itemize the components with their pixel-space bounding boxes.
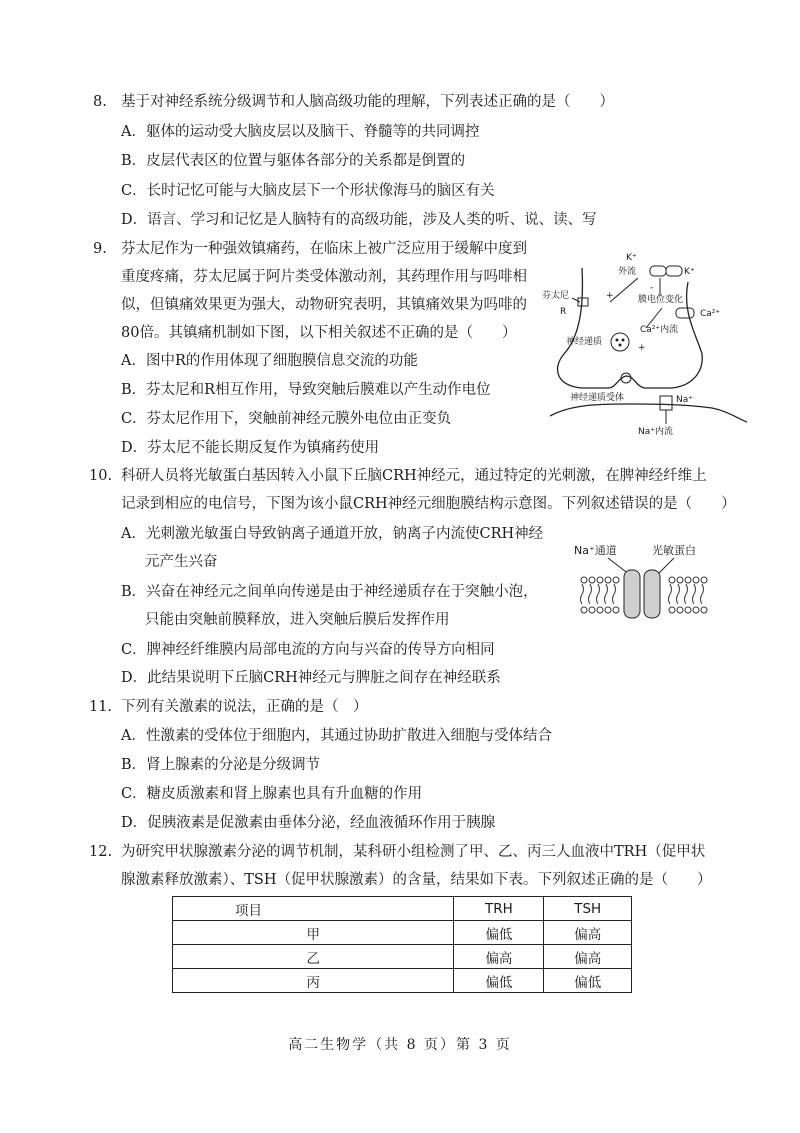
option-a-cont: 元产生兴奋 bbox=[145, 554, 218, 570]
table-cell: 偏低 bbox=[454, 921, 544, 945]
option-d: D．语言、学习和记忆是人脑特有的高级功能，涉及人类的听、说、读、写 bbox=[121, 212, 597, 228]
label-efflux: 外流 bbox=[618, 267, 637, 277]
fentanyl-arrow bbox=[572, 298, 580, 302]
table-cell: 偏低 bbox=[544, 969, 632, 993]
question-stem-line: 似，但镇痛效果更为强大，动物研究表明，其镇痛效果为吗啡的 bbox=[121, 297, 527, 313]
question-stem: 基于对神经系统分级调节和人脑高级功能的理解，下列表述正确的是（ ） bbox=[121, 94, 614, 110]
label-plus-2: + bbox=[638, 343, 646, 353]
ca-channel bbox=[676, 308, 694, 318]
postsynaptic-membrane bbox=[550, 404, 747, 422]
table-cell: 偏高 bbox=[544, 921, 632, 945]
question-stem-line: 芬太尼作为一种强效镇痛药，在临床上被广泛应用于缓解中度到 bbox=[121, 241, 527, 257]
label-potential-change: 膜电位变化 bbox=[638, 295, 684, 305]
label-k-plus-right: K⁺ bbox=[684, 267, 695, 277]
table-cell: 乙 bbox=[173, 945, 454, 969]
option-d: D．促胰液素是促激素由垂体分泌，经血液循环作用于胰腺 bbox=[121, 815, 496, 831]
table-header-row bbox=[173, 897, 632, 921]
option-a: A．性激素的受体位于细胞内，其通过协助扩散进入细胞与受体结合 bbox=[121, 728, 552, 744]
label-plus: + bbox=[606, 291, 614, 301]
label-nt-receptor: 神经递质受体 bbox=[570, 393, 625, 403]
question-stem: 下列有关激素的说法，正确的是（ ） bbox=[121, 699, 368, 715]
question-number: 8. bbox=[93, 94, 107, 110]
option-a: A．光刺激光敏蛋白导致钠离子通道开放，钠离子内流使CRH神经 bbox=[121, 526, 544, 542]
question-stem-line: 为研究甲状腺激素分泌的调节机制，某科研小组检测了甲、乙、丙三人血液中TRH（促甲状 bbox=[121, 844, 706, 860]
option-a: A．躯体的运动受大脑皮层以及脑干、脊髓等的共同调控 bbox=[121, 124, 480, 140]
label-na-influx: Na⁺内流 bbox=[638, 427, 673, 436]
synapse-diagram bbox=[542, 246, 757, 436]
label-k-plus: K⁺ bbox=[626, 253, 637, 263]
question-number: 9. bbox=[93, 241, 107, 257]
table-cell: 甲 bbox=[173, 921, 454, 945]
presynaptic-membrane bbox=[558, 268, 703, 388]
option-c: C．糖皮质激素和肾上腺素也具有升血糖的作用 bbox=[121, 786, 423, 802]
label-photo-protein: 光敏蛋白 bbox=[652, 544, 696, 557]
option-b: B．皮层代表区的位置与躯体各部分的关系都是倒置的 bbox=[121, 153, 466, 169]
label-ca-influx: Ca²⁺内流 bbox=[640, 325, 679, 335]
option-b: B．芬太尼和R相互作用，导致突触后膜难以产生动作电位 bbox=[121, 382, 491, 398]
label-receptor: R bbox=[560, 307, 567, 317]
option-b: B．肾上腺素的分泌是分级调节 bbox=[121, 757, 321, 773]
option-a: A．图中R的作用体现了细胞膜信息交流的功能 bbox=[121, 353, 418, 369]
na-channel-protein bbox=[624, 570, 640, 618]
vesicle-dot bbox=[619, 344, 622, 347]
nt-receptor bbox=[660, 396, 672, 410]
question-number: 12. bbox=[89, 844, 113, 860]
option-c: C．长时记忆可能与大脑皮层下一个形状像海马的脑区有关 bbox=[121, 183, 495, 199]
option-b: B．兴奋在神经元之间单向传递是由于神经递质存在于突触小泡， bbox=[121, 584, 538, 600]
question-stem-line: 科研人员将光敏蛋白基因转入小鼠下丘脑CRH神经元，通过特定的光刺激，在脾神经纤维上 bbox=[121, 468, 707, 484]
label-minus: - bbox=[650, 283, 654, 293]
table-cell: 丙 bbox=[173, 969, 454, 993]
option-d: D．此结果说明下丘脑CRH神经元与脾脏之间存在神经联系 bbox=[121, 670, 501, 686]
question-number: 11. bbox=[89, 699, 113, 715]
option-b-cont: 只能由突触前膜释放，进入突触后膜后发挥作用 bbox=[145, 612, 450, 628]
table-header: TRH bbox=[454, 897, 544, 921]
vesicle-dot bbox=[616, 339, 619, 342]
table-row bbox=[173, 945, 632, 969]
table-row bbox=[173, 969, 632, 993]
option-c: C．脾神经纤维膜内局部电流的方向与兴奋的传导方向相同 bbox=[121, 642, 495, 658]
question-stem-line: 腺激素释放激素）、TSH（促甲状腺激素）的含量，结果如下表。下列叙述正确的是（ ） bbox=[121, 872, 712, 888]
table-cell: 偏高 bbox=[454, 945, 544, 969]
table-header: 项目 bbox=[173, 897, 454, 921]
question-stem-line: 80倍。其镇痛机制如下图，以下相关叙述不正确的是（ ） bbox=[121, 325, 517, 341]
question-stem-line: 重度疼痛，芬太尼属于阿片类受体激动剂，其药理作用与吗啡相 bbox=[121, 269, 527, 285]
results-table bbox=[172, 896, 632, 993]
option-c: C．芬太尼作用下，突触前神经元膜外电位由正变负 bbox=[121, 411, 452, 427]
k-channel-right bbox=[666, 266, 682, 276]
question-number: 10. bbox=[89, 468, 113, 484]
label-fentanyl: 芬太尼 bbox=[542, 291, 570, 301]
synaptic-vesicle bbox=[611, 333, 629, 351]
table-cell: 偏高 bbox=[544, 945, 632, 969]
photosensitive-protein bbox=[644, 570, 660, 618]
arrow-inhibit bbox=[610, 278, 638, 302]
option-d: D．芬太尼不能长期反复作为镇痛药使用 bbox=[121, 440, 380, 456]
page-footer: 高二生物学（共 8 页）第 3 页 bbox=[288, 1037, 512, 1053]
label-neurotransmitter: 神经递质 bbox=[566, 337, 603, 347]
table-row bbox=[173, 921, 632, 945]
table-cell: 偏低 bbox=[454, 969, 544, 993]
k-channel bbox=[650, 266, 666, 276]
question-stem-line: 记录到相应的电信号，下图为该小鼠CRH神经元细胞膜结构示意图。下列叙述错误的是（ ） bbox=[121, 496, 736, 512]
label-na-plus: Na⁺ bbox=[676, 395, 693, 405]
vesicle-dot bbox=[622, 339, 625, 342]
table-header: TSH bbox=[544, 897, 632, 921]
label-na-channel: Na⁺通道 bbox=[574, 544, 617, 557]
label-ca-plus: Ca²⁺ bbox=[700, 309, 721, 319]
membrane-diagram bbox=[572, 540, 732, 620]
